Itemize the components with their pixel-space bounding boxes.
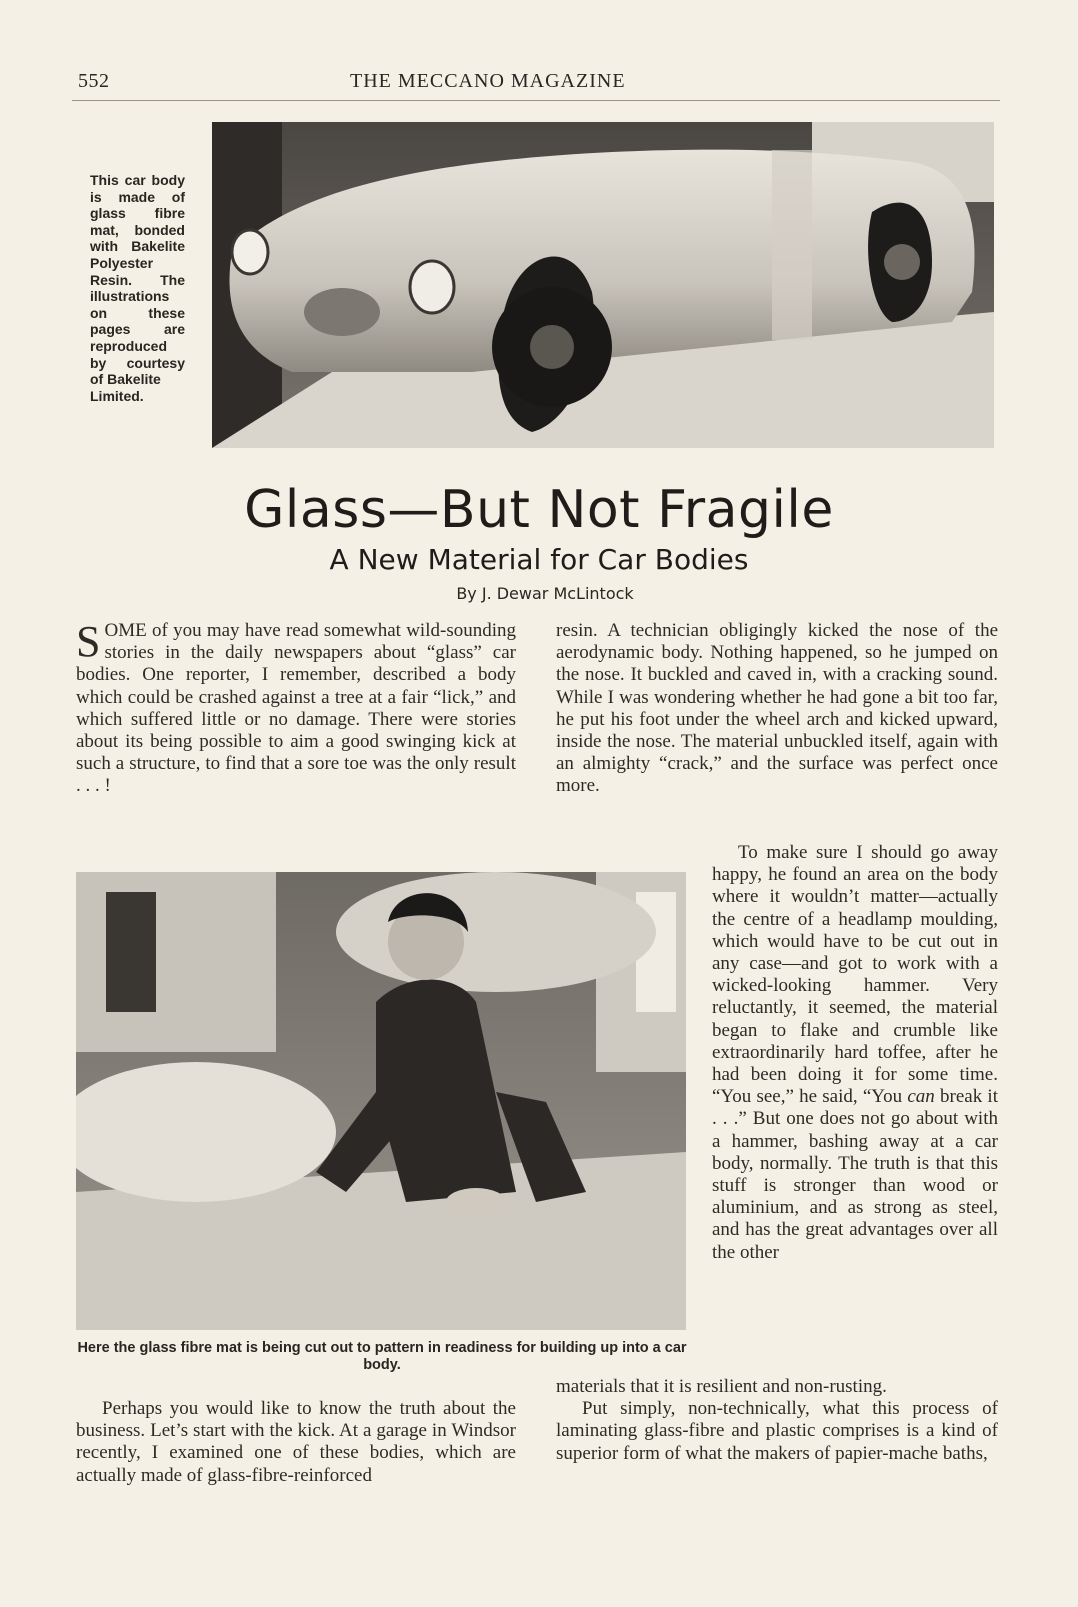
- paragraph-3-part-a: To make sure I should go away happy, he found an area on the body where it wouldn’t matter—actually the centre of a headlamp moulding, which would have to be cut out in any case—and got to work with a wicked-looking hammer. Very reluctantly, it seemed, the material began to flake and crumble like extraordinarily hard toffee, after he had been doing it for some time. “You see,” he said, “You: [712, 842, 998, 1108]
- paragraph-2: resin. A technician obligingly kicked the nose of the aerodynamic body. Nothing happened, so he jumped on the nose. It buckled and caved in, with a cracking sound. While I was wondering whether he had gone a bit too far, he put his foot under the wheel arch and kicked upward, inside the nose. The material unbuckled itself, again with an almighty “crack,” and the surface was perfect once more.: [556, 620, 998, 797]
- column-right-bottom: [556, 1376, 998, 1465]
- column-right-top: [556, 620, 998, 798]
- paragraph-4: Perhaps you would like to know the truth about the business. Let’s start with the kick. At a garage in Windsor recently, I examined one of these bodies, which are actually made of glass-fibre-reinforced: [76, 1398, 516, 1486]
- paragraph-1: of you may have read somewhat wild-sounding stories in the daily newspapers about “glass” car bodies. One reporter, I remember, described a body which could be crashed against a tree at a fair “lick,” and which suffered little or no damage. There were stories about its being possible to aim a good swinging kick at such a structure, to find that a sore toe was the only result . . . !: [76, 620, 516, 797]
- paragraph-5: Put simply, non-technically, what this process of laminating glass-fibre and plastic comprises is a kind of superior form of what the makers of papier-mache baths,: [556, 1398, 998, 1464]
- paragraph-3: [712, 842, 998, 1264]
- paragraph-3-end: materials that it is resilient and non-rusting.: [556, 1376, 887, 1397]
- drop-cap-word: OME: [104, 620, 147, 641]
- article-byline: By J. Dewar McLintock: [456, 584, 634, 603]
- car-photo-caption-last: Limited.: [90, 387, 144, 404]
- article-subtitle: A New Material for Car Bodies: [329, 543, 749, 576]
- paragraph-3-emphasis: can: [907, 1086, 935, 1108]
- magazine-title: THE MECCANO MAGAZINE: [350, 70, 626, 92]
- car-body-photo: [212, 122, 994, 448]
- paragraph-3-part-b: break it . . .” But one does not go about with a hammer, bashing away at a car body, normally. The truth is that this stuff is stronger than wood or aluminium, and as strong as steel, and has the great advantages over all the other: [712, 1086, 998, 1263]
- column-right-middle: [712, 842, 998, 1264]
- column-left-top: [76, 617, 516, 798]
- workshop-photo: [76, 872, 686, 1330]
- workshop-photo-caption: Here the glass fibre mat is being cut out to pattern in readiness for building up into a car body.: [77, 1340, 687, 1373]
- car-photo-caption-text: This car body is made of glass fibre mat, bonded with Bakelite Polyester Resin. The illustrations on these pages are reproduced by courtesy of Bakelite: [90, 172, 185, 388]
- car-photo-caption: [90, 172, 185, 404]
- article-title: Glass—But Not Fragile: [244, 480, 834, 540]
- header-rule: [72, 100, 1000, 101]
- drop-cap: S: [76, 617, 101, 666]
- page-number: 552: [78, 70, 110, 92]
- column-left-bottom: [76, 1398, 516, 1487]
